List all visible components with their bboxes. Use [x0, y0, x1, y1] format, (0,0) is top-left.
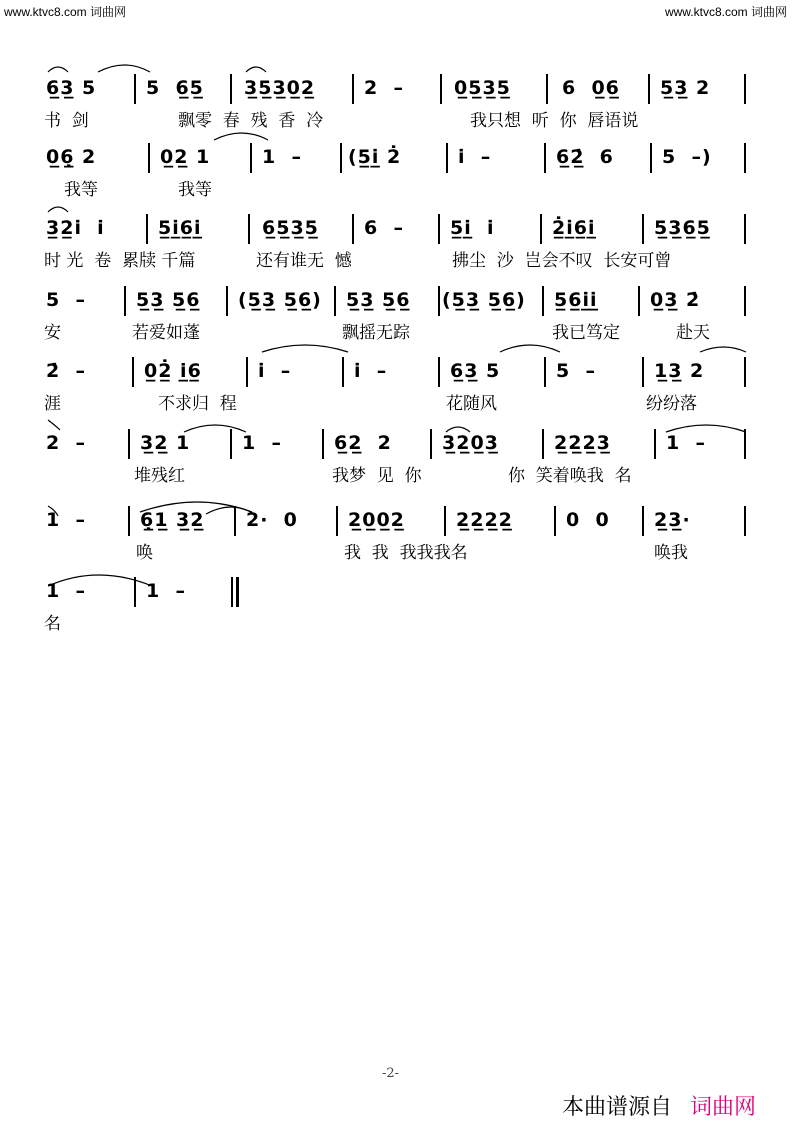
lyric-phrase: 安: [44, 323, 61, 343]
measure: 5̲i̲̇ i̇: [450, 217, 495, 239]
lyric-phrase: 飘零 春 残 香 冷: [178, 111, 324, 131]
measure: 2 –: [364, 77, 404, 99]
measure: 5̲i̲̇6̲i̲̇: [158, 217, 202, 239]
brand-link[interactable]: 词曲网: [690, 1095, 757, 1120]
measure: 2 –: [46, 432, 86, 454]
barline: [248, 214, 250, 244]
barline: [430, 429, 432, 459]
barline: [128, 429, 130, 459]
lyrics-row: [0, 175, 793, 201]
measure: i̇ –: [258, 360, 292, 382]
barline: [546, 74, 548, 104]
lyric-phrase: 纷纷落: [646, 394, 697, 414]
watermark-left[interactable]: www.ktvc8.com 词曲网: [4, 5, 127, 19]
lyrics-row: [0, 538, 793, 564]
notation-row: [0, 575, 793, 607]
measure: 1̲3̲ 2: [654, 360, 705, 382]
measure: 5̲3̲ 2: [660, 77, 711, 99]
barline: [744, 506, 746, 536]
score-line: [0, 212, 793, 282]
lyric-phrase: 涯: [44, 394, 61, 414]
score-line: [0, 355, 793, 425]
source-label: 本曲谱源自: [562, 1095, 673, 1120]
barline: [250, 143, 252, 173]
barline: [654, 429, 656, 459]
score-line: [0, 427, 793, 497]
barline: [124, 286, 126, 316]
lyric-phrase: 赴天: [676, 323, 710, 343]
notation-row: [0, 212, 793, 244]
lyric-phrase: 时 光 卷 累牍 千篇: [44, 251, 196, 271]
barline: [334, 286, 336, 316]
lyric-phrase: 不求归 程: [158, 394, 237, 414]
lyric-phrase: 堆残红: [134, 466, 185, 486]
barline: [148, 143, 150, 173]
lyrics-row: [0, 461, 793, 487]
measure: 5 –: [556, 360, 596, 382]
lyrics-row: [0, 106, 793, 132]
lyrics-row: [0, 318, 793, 344]
lyric-phrase: 我只想 听 你 唇语说: [470, 111, 639, 131]
lyric-phrase: 我等: [64, 180, 98, 200]
barline: [246, 357, 248, 387]
lyric-phrase: 你 笑着唤我 名: [508, 466, 632, 486]
measure: 1 –: [46, 509, 86, 531]
lyrics-row: [0, 609, 793, 635]
measure: 6̲2̲ 2: [334, 432, 392, 454]
measure: 0̲5̲3̲5̲: [454, 77, 511, 99]
barline: [642, 506, 644, 536]
source-footer: [562, 1090, 756, 1121]
measure: 5 6̲5̲: [146, 77, 204, 99]
barline: [134, 74, 136, 104]
barline: [648, 74, 650, 104]
lyric-phrase: 唤我: [654, 543, 688, 563]
barline: [134, 577, 136, 607]
barline: [744, 429, 746, 459]
barline: [744, 357, 746, 387]
measure: 2̲3̲·: [654, 509, 691, 531]
barline: [132, 357, 134, 387]
measure: 6̲3̲ 5: [46, 77, 97, 99]
measure: 1 –: [46, 580, 86, 602]
measure: 2̲̇i̲̇6̲i̲̇: [552, 217, 596, 239]
score-line: [0, 72, 793, 142]
measure: 5̲3̲6̲5̲: [654, 217, 711, 239]
barline: [352, 74, 354, 104]
lyric-phrase: 我等: [178, 180, 212, 200]
barline: [230, 429, 232, 459]
barline: [336, 506, 338, 536]
measure: 6̲5̲3̲5̲: [262, 217, 319, 239]
lyric-phrase: 我梦 见 你: [332, 466, 422, 486]
measure: 0 0: [566, 509, 610, 531]
barline: [642, 214, 644, 244]
notation-row: [0, 427, 793, 459]
measure: i̇ –: [458, 146, 492, 168]
barline: [352, 214, 354, 244]
lyric-phrase: 我已笃定: [552, 323, 620, 343]
barline: [226, 286, 228, 316]
measure: 5̲6̲i̲̇i̲̇: [554, 289, 598, 311]
barline: [146, 214, 148, 244]
barline: [744, 74, 746, 104]
measure: 3̲2̲0̲3̲: [442, 432, 499, 454]
measure: 1 –: [262, 146, 302, 168]
measure: 5̲3̲ 5̲6̲: [346, 289, 411, 311]
measure: 3̲2̲i̇ i̇: [46, 217, 105, 239]
barline: [230, 74, 232, 104]
lyric-phrase: 名: [44, 614, 61, 634]
barline: [540, 214, 542, 244]
score-line: [0, 284, 793, 354]
notation-row: [0, 284, 793, 316]
notation-row: [0, 141, 793, 173]
measure: 0̲3̲ 2̇: [650, 289, 701, 311]
lyric-phrase: 我 我 我我我名: [344, 543, 468, 563]
measure: 6 0̲6̲: [562, 77, 620, 99]
barline: [322, 429, 324, 459]
measure: 3̲2̲ 1: [140, 432, 191, 454]
measure: (5̲3̲ 5̲6̲): [238, 289, 322, 311]
barline: [440, 74, 442, 104]
lyric-phrase: 飘摇无踪: [342, 323, 410, 343]
measure: 5̲3̲ 5̲6̲: [136, 289, 201, 311]
page-number: -2-: [382, 1066, 400, 1081]
barline: [642, 357, 644, 387]
barline: [744, 143, 746, 173]
lyric-phrase: 花随风: [446, 394, 497, 414]
barline: [446, 143, 448, 173]
measure: i̇ –: [354, 360, 388, 382]
barline: [340, 143, 342, 173]
measure: 6̲3̲ 5: [450, 360, 501, 382]
barline: [744, 286, 746, 316]
lyric-phrase: 若爱如蓬: [132, 323, 200, 343]
measure: 0̲6̣̲ 2: [46, 146, 97, 168]
barline: [444, 506, 446, 536]
barline: [236, 577, 239, 607]
barline: [542, 429, 544, 459]
measure: 5 –: [46, 289, 86, 311]
lyric-phrase: 还有谁无 憾: [256, 251, 352, 271]
notation-row: [0, 355, 793, 387]
barline: [438, 286, 440, 316]
notation-row: [0, 504, 793, 536]
barline: [438, 214, 440, 244]
measure: (5̲3̲ 5̲6̲): [442, 289, 526, 311]
measure: 2̇ –: [46, 360, 86, 382]
measure: 0̲2̲ 1: [160, 146, 211, 168]
measure: 1 –: [242, 432, 282, 454]
score-line: [0, 575, 793, 645]
barline: [438, 357, 440, 387]
barline: [342, 357, 344, 387]
measure: (5̲i̲̇ 2̇: [348, 146, 402, 168]
barline: [744, 214, 746, 244]
final-barline: [231, 577, 233, 607]
measure: 0̲2̲̇ i̲6̲: [144, 360, 202, 382]
watermark-right[interactable]: www.ktvc8.com 词曲网: [664, 5, 787, 19]
measure: 1 –: [146, 580, 186, 602]
measure: 2· 0: [246, 509, 298, 531]
barline: [234, 506, 236, 536]
measure: 6̣̲1̲ 3̲2̲: [140, 509, 205, 531]
barline: [638, 286, 640, 316]
score-line: [0, 504, 793, 574]
measure: 2̲2̲2̲3̲: [554, 432, 611, 454]
measure: 2̲2̲2̲2̲: [456, 509, 513, 531]
score-line: [0, 141, 793, 211]
barline: [544, 357, 546, 387]
barline: [128, 506, 130, 536]
lyrics-row: [0, 246, 793, 272]
lyric-phrase: 唤: [136, 543, 153, 563]
barline: [544, 143, 546, 173]
lyric-phrase: 拂尘 沙 岂会不叹 长安可曾: [452, 251, 672, 271]
notation-row: [0, 72, 793, 104]
measure: 1 –: [666, 432, 706, 454]
measure: 6̲2̲̇ 6: [556, 146, 614, 168]
measure: 3̲5̲3̲0̲2̲: [244, 77, 316, 99]
lyric-phrase: 书 剑: [44, 111, 89, 131]
barline: [542, 286, 544, 316]
measure: 2̲0̲0̲2̲: [348, 509, 405, 531]
barline: [650, 143, 652, 173]
measure: 6 –: [364, 217, 404, 239]
lyrics-row: [0, 389, 793, 415]
measure: 5 –): [662, 146, 712, 168]
barline: [554, 506, 556, 536]
